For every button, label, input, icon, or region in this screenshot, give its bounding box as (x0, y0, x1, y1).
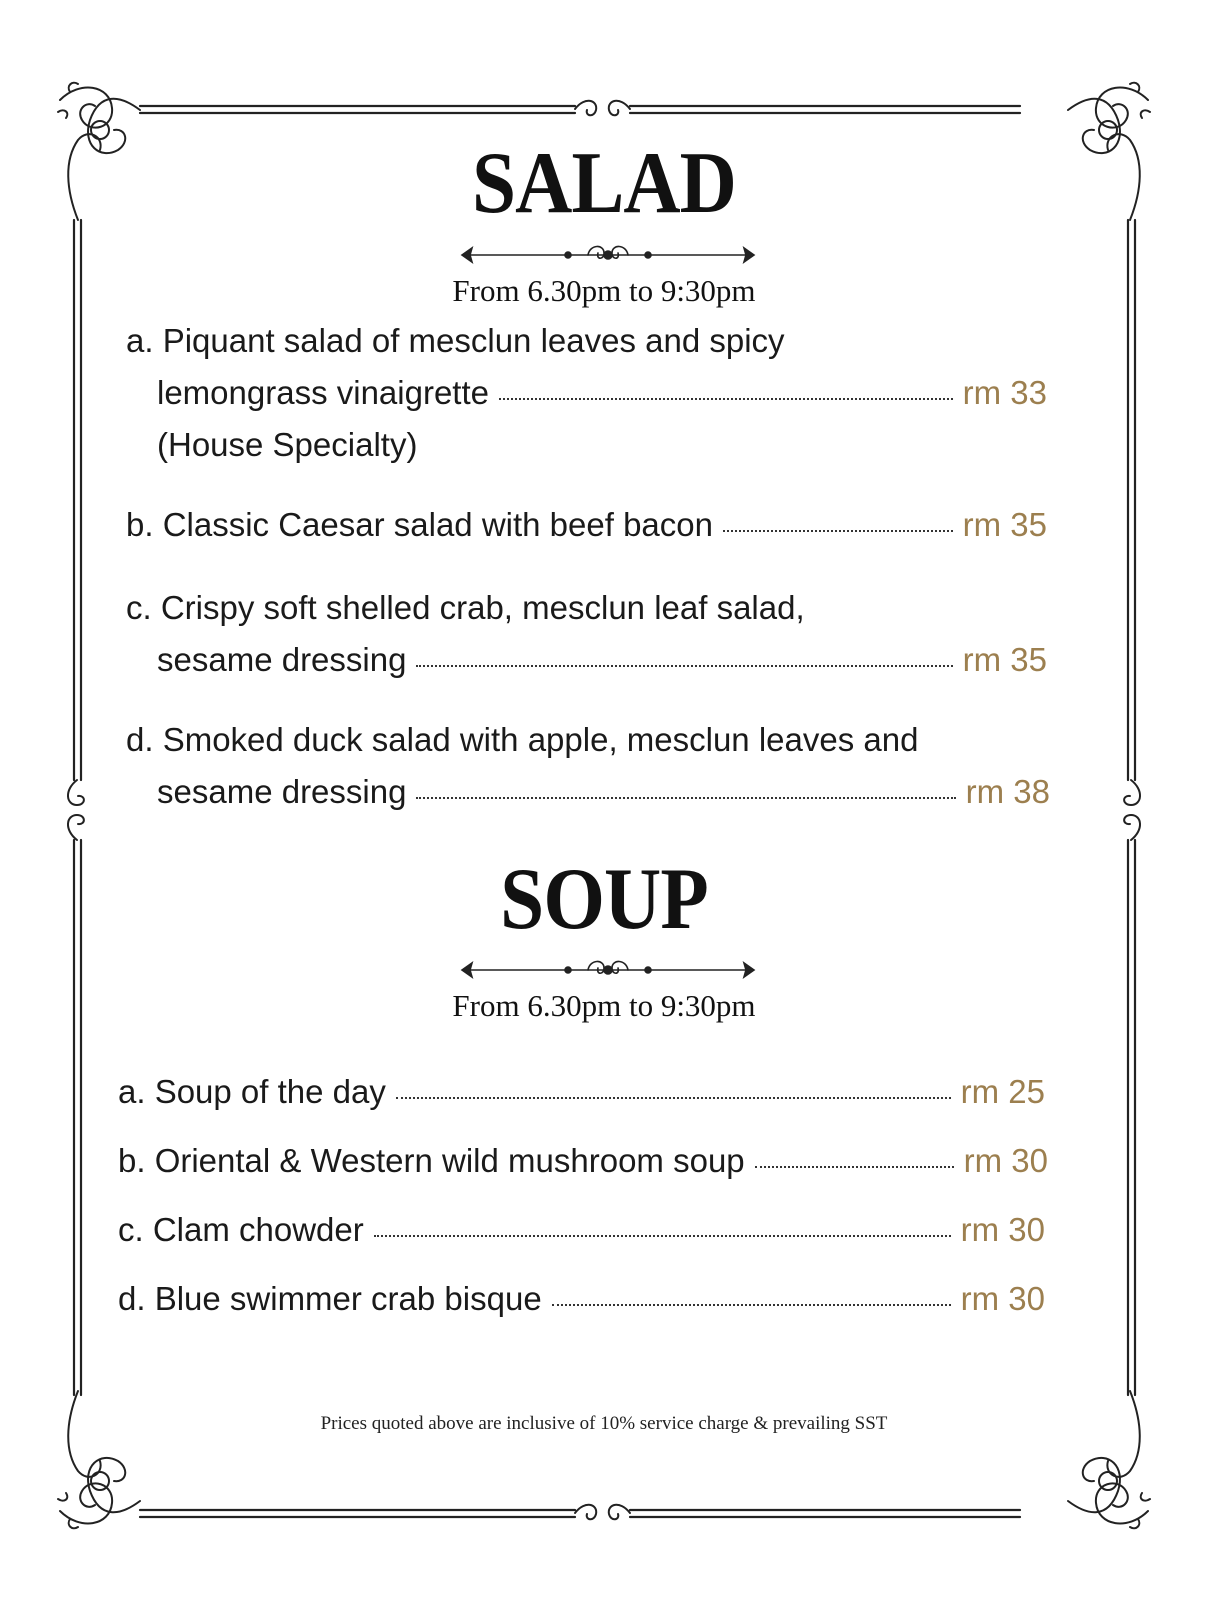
scroll-divider-icon (458, 955, 758, 985)
dot-leader (416, 665, 952, 667)
dot-leader (723, 530, 953, 532)
soup-item-a-price: rm 25 (960, 1073, 1045, 1110)
salad-item-a-line3 (157, 428, 417, 461)
soup-item-a (118, 1075, 1045, 1108)
dot-leader (755, 1166, 954, 1168)
salad-heading: SALAD (472, 135, 736, 232)
dot-leader (374, 1235, 951, 1237)
salad-item-b-line1 (126, 508, 1047, 541)
salad-item-b-price: rm 35 (962, 506, 1047, 543)
salad-item-a-name-part1: a. Piquant salad of mesclun leaves and spicy (126, 322, 785, 359)
salad-item-c-price: rm 35 (962, 641, 1047, 678)
salad-item-d-price: rm 38 (965, 773, 1050, 810)
soup-item-c (118, 1213, 1045, 1246)
soup-item-c-price: rm 30 (960, 1211, 1045, 1248)
salad-item-a-line1 (126, 324, 785, 357)
price-footnote: Prices quoted above are inclusive of 10% service charge & prevailing SST (320, 1413, 888, 1434)
soup-item-d (118, 1282, 1045, 1315)
dot-leader (416, 797, 955, 799)
salad-item-d-name-part2: sesame dressing (157, 773, 407, 810)
soup-item-b-name: b. Oriental & Western wild mushroom soup (118, 1142, 745, 1179)
salad-item-c-name-part2: sesame dressing (157, 641, 407, 678)
salad-item-c-name-part1: c. Crispy soft shelled crab, mesclun leaf salad, (126, 589, 805, 626)
soup-item-a-name: a. Soup of the day (118, 1073, 386, 1110)
salad-item-c-line1 (126, 591, 805, 624)
salad-item-a-line2 (157, 376, 1047, 409)
salad-hours: From 6.30pm to 9:30pm (452, 273, 756, 308)
corner-flourish-icon (1068, 1391, 1150, 1528)
soup-heading: SOUP (500, 851, 708, 948)
salad-item-b-name: b. Classic Caesar salad with beef bacon (126, 506, 713, 543)
soup-item-d-price: rm 30 (960, 1280, 1045, 1317)
salad-item-d-line1 (126, 723, 918, 756)
soup-item-d-name: d. Blue swimmer crab bisque (118, 1280, 542, 1317)
soup-item-b-price: rm 30 (963, 1142, 1048, 1179)
salad-item-a-name-part2: lemongrass vinaigrette (157, 374, 489, 411)
salad-item-d-name-part1: d. Smoked duck salad with apple, mesclun leaves and (126, 721, 919, 758)
dot-leader (499, 398, 953, 400)
salad-item-a-note: (House Specialty) (157, 426, 418, 463)
soup-item-b (118, 1144, 1048, 1177)
salad-item-d-line2 (157, 775, 1050, 808)
salad-item-c-line2 (157, 643, 1047, 676)
dot-leader (396, 1097, 951, 1099)
scroll-divider-icon (458, 240, 758, 270)
salad-item-a-price: rm 33 (962, 374, 1047, 411)
soup-hours: From 6.30pm to 9:30pm (452, 988, 756, 1023)
soup-item-c-name: c. Clam chowder (118, 1211, 364, 1248)
dot-leader (552, 1304, 951, 1306)
corner-flourish-icon (58, 1391, 140, 1528)
